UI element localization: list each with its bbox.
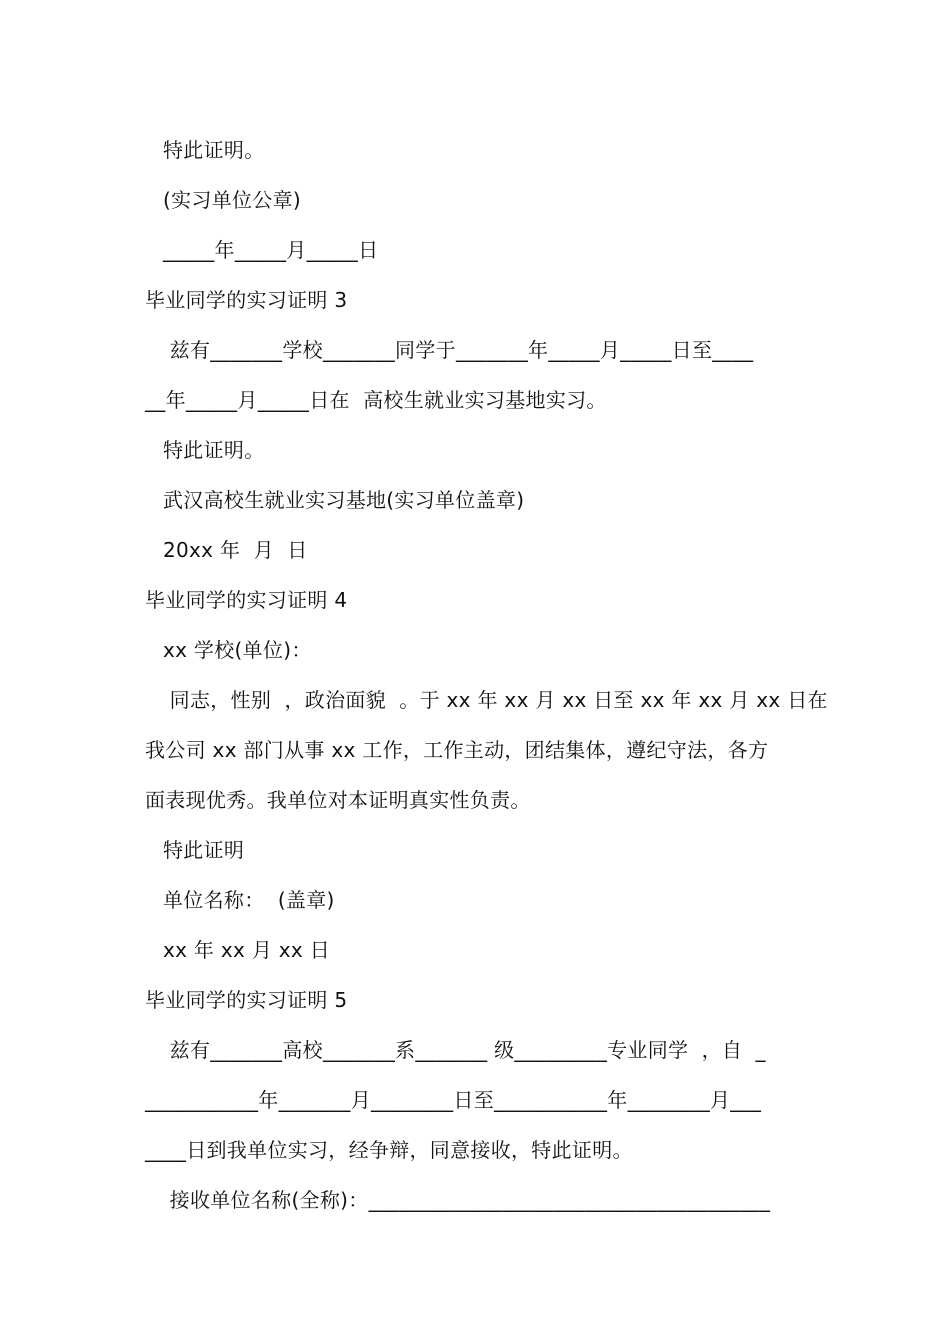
text-line: (实习单位公章) [163,188,302,212]
text-line: __年_____月_____日在 高校生就业实习基地实习。 [145,388,607,412]
text-line: ___________年_______月________日至___________年________月___ [145,1088,762,1112]
text-line: 兹有_______学校_______同学于_______年_____月_____日至____ [163,338,754,362]
text-line: 特此证明 [163,838,245,862]
section-heading: 毕业同学的实习证明 4 [145,588,348,612]
text-line: 20xx 年 月 日 [163,538,308,562]
text-line: ____日到我单位实习，经争辩，同意接收，特此证明。 [145,1138,633,1162]
text-line: 同志，性别 ，政治面貌 。于 xx 年 xx 月 xx 日至 xx 年 xx 月 xx 日在 [163,688,828,712]
text-line: xx 年 xx 月 xx 日 [163,938,331,962]
text-line: xx 学校(单位)： [163,638,312,662]
text-line: 特此证明。 [163,438,265,462]
section-heading: 毕业同学的实习证明 3 [145,288,348,312]
text-line: 我公司 xx 部门从事 xx 工作，工作主动，团结集体，遵纪守法，各方 [145,738,769,762]
text-line: _____年_____月_____日 [163,238,379,262]
text-line: 特此证明。 [163,138,265,162]
text-line: 面表现优秀。我单位对本证明真实性负责。 [145,788,531,812]
section-heading: 毕业同学的实习证明 5 [145,988,348,1012]
text-line: 单位名称： (盖章) [163,888,335,912]
text-line: 兹有_______高校_______系_______ 级_________专业同学 ，自 _ [163,1038,766,1062]
text-line: 武汉高校生就业实习基地(实习单位盖章) [163,488,525,512]
text-line: 接收单位名称(全称)：_______________________________________ [163,1188,771,1212]
